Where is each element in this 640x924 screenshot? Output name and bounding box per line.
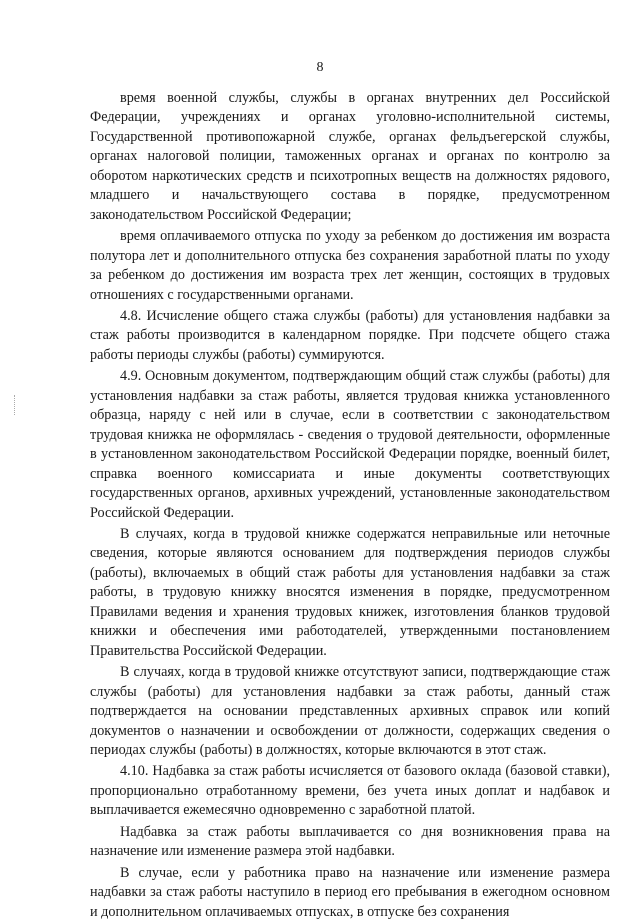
paragraph-military-service: время военной службы, службы в органах внутренних дел Российской Федерации, учреждениях и органах уголовно-исполнительной системы, Государственной противопожарной службе, органах фельдъегерской службы, органах налоговой полиции, таможенных органах и органах по контролю за оборотом наркотических средств и психотропных веществ на должностях рядового, младшего и начальствующего состава в порядке, предусмотренном законодательством Российской Федерации; [90, 90, 610, 223]
page-number: 8 [316, 60, 324, 75]
paragraph-incorrect-records: В случаях, когда в трудовой книжке содержатся неправильные или неточные сведения, которые являются основанием для подтверждения периодов службы (работы), включаемых в общий стаж работы для установления надбавки за стаж работы, в трудовую книжку вносятся изменения в порядке, предусмотренном Правилами ведения и хранения трудовых книжек, изготовления бланков трудовой книжки и обеспечения ими работодателей, утвержденными постановлением Правительства Российской Федерации. [90, 525, 610, 659]
paragraph-4-8: 4.8. Исчисление общего стажа службы (работы) для установления надбавки за стаж работы производится в календарном порядке. При подсчете общего стажа работы периоды службы (работы) суммируются. [90, 307, 610, 363]
paragraph-missing-records: В случаях, когда в трудовой книжке отсутствуют записи, подтверждающие стаж службы (работы) для установления надбавки за стаж работы, данный стаж подтверждается на основании представленных архивных справок или копий документов о назначении и освобождении от должности, содержащих сведения о периодах службы (работы) в должностях, которые включаются в этот стаж. [90, 664, 610, 758]
paragraph-4-9: 4.9. Основным документом, подтверждающим общий стаж службы (работы) для установления надбавки за стаж работы, является трудовая книжка установленного образца, наряду с ней или в случае, если в соответствии с законодательством трудовая книжка не оформлялась - сведения о трудовой деятельности, оформленные в установленном законодательством Российской Федерации порядке, военный билет, справка военного комиссариата и иные документы соответствующих государственных органов, архивных учреждений, установленные законодательством Российской Федерации. [90, 368, 610, 521]
paragraph-4-10: 4.10. Надбавка за стаж работы исчисляется от базового оклада (базовой ставки), пропорционально отработанному времени, без учета иных доплат и надбавок и выплачивается ежемесячно одновременно с заработной платой. [90, 763, 610, 819]
paragraph-vacation-case: В случае, если у работника право на назначение или изменение размера надбавки за стаж работы наступило в период его пребывания в ежегодном основном и дополнительном оплачиваемых отпусках, в отпуске без сохранения [90, 864, 610, 920]
paragraph-childcare-leave: время оплачиваемого отпуска по уходу за ребенком до достижения им возраста полутора лет и дополнительного отпуска без сохранения заработной платы по уходу за ребенком до достижения им возраста трех лет женщин, состоящих в трудовых отношениях с государственными органами. [90, 228, 610, 303]
document-body [90, 89, 610, 924]
margin-scan-artifact [14, 395, 19, 415]
paragraph-payment-start: Надбавка за стаж работы выплачивается со дня возникновения права на назначение или изменение размера этой надбавки. [90, 823, 610, 860]
